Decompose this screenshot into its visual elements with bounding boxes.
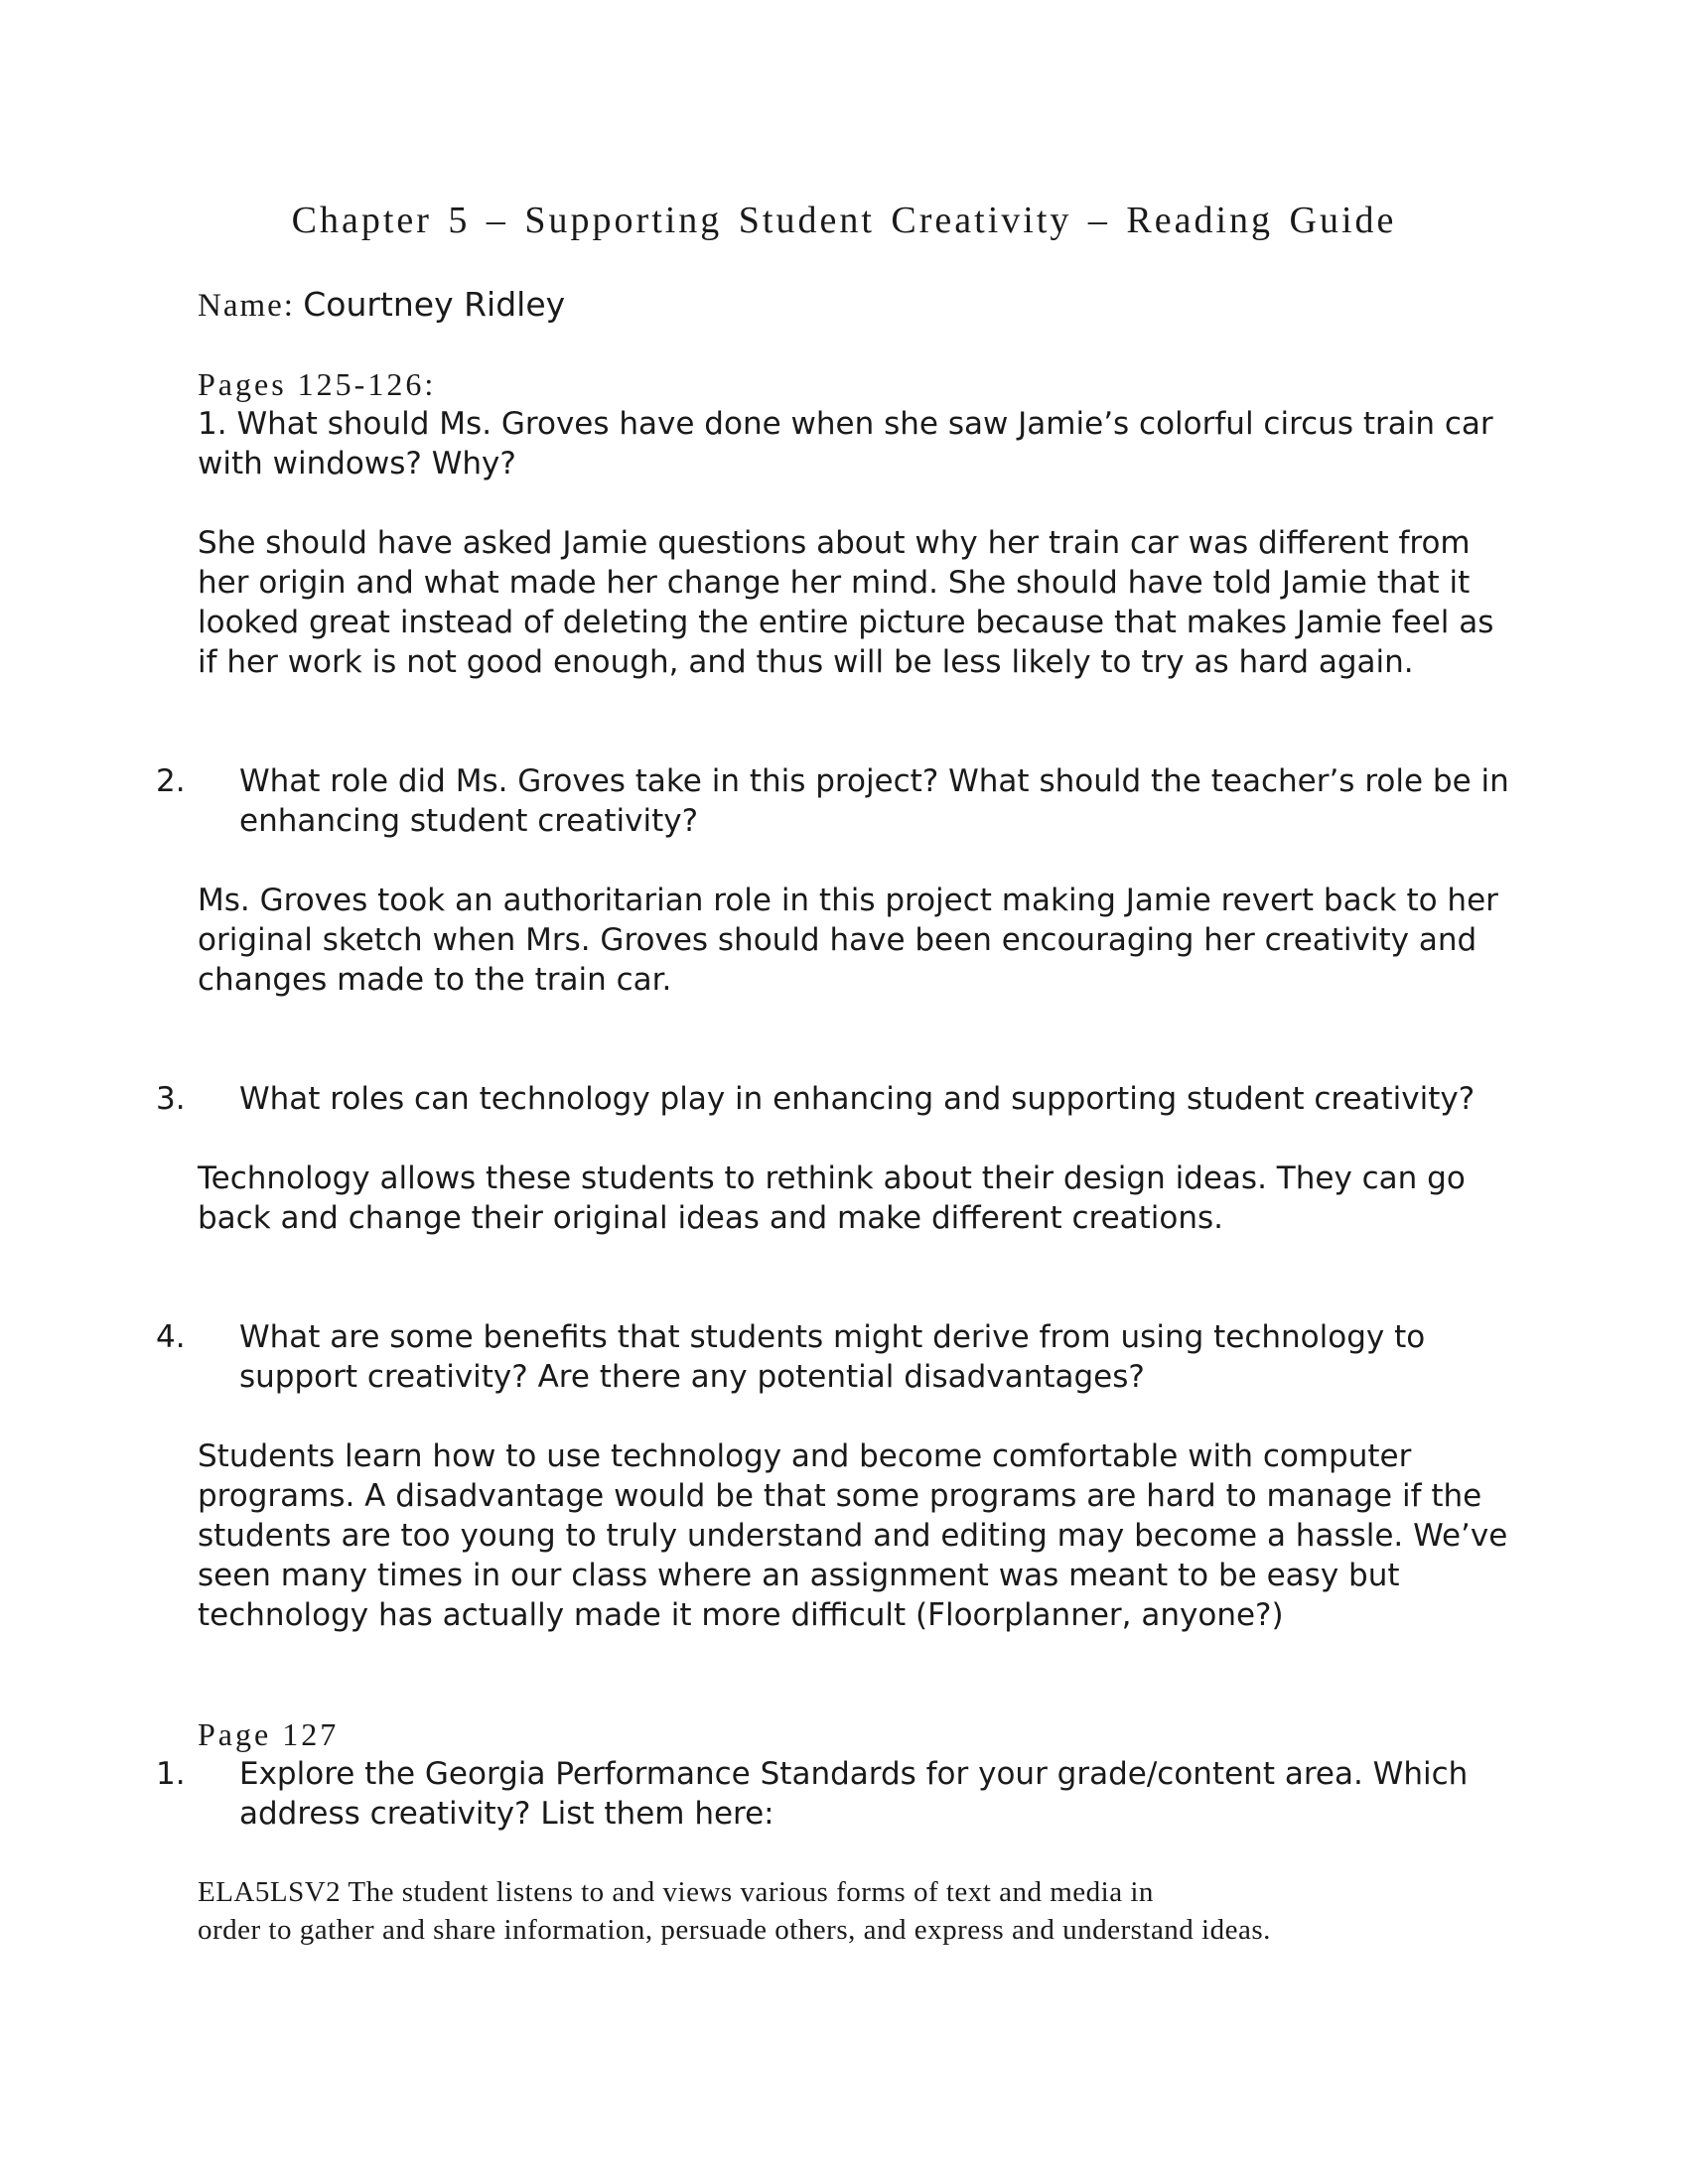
question-1-number: 1.: [198, 406, 227, 442]
question-4-block: [156, 1317, 1518, 1397]
section-2-label: Page 127: [198, 1716, 340, 1752]
question-4: [156, 1317, 1518, 1397]
answer-1: She should have asked Jamie questions about why her train car was different from her origin and what made her change her mind. She should have told Jamie that it looked great instead of deleting the entire picture because that makes Jamie feel as if her work is not good enough, and thus will be less likely to try as hard again.: [198, 525, 1494, 680]
page-title: Chapter 5 – Supporting Student Creativity – Reading Guide: [291, 200, 1397, 241]
section-2-question-1-number: 1.: [156, 1756, 186, 1792]
answer-4: Students learn how to use technology and become comfortable with computer programs. A disadvantage would be that some programs are hard to manage if the students are too young to truly understand and editing may become a hassle. We’ve seen many times in our class where an assignment was meant to be easy but technology has actually made it more difficult (Floorplanner, anyone?): [198, 1438, 1508, 1633]
answer-4-block: [198, 1436, 1518, 1635]
section-2-question-1: [156, 1754, 1518, 1834]
section-2-question-1-text: Explore the Georgia Performance Standards for your grade/content area. Which address creativity? List them here:: [239, 1756, 1469, 1832]
question-4-text: What are some benefits that students might derive from using technology to support creativity? Are there any potential disadvantages?: [239, 1319, 1426, 1395]
answer-2-block: [198, 881, 1518, 1000]
question-3-text: What roles can technology play in enhancing and supporting student creativity?: [239, 1081, 1476, 1117]
answer-2: Ms. Groves took an authoritarian role in this project making Jamie revert back to her original sketch when Mrs. Groves should have been encouraging her creativity and changes made to the train car.: [198, 883, 1498, 998]
section-2: [156, 1714, 1518, 1834]
question-4-number: 4.: [156, 1319, 186, 1355]
section-1: [198, 364, 1518, 483]
question-2-text: What role did Ms. Groves take in this project? What should the teacher’s role be in enhancing student creativity?: [239, 763, 1509, 839]
answer-1-block: [198, 523, 1518, 682]
question-1: [198, 404, 1518, 483]
standard-line-2: order to gather and share information, persuade others, and express and understand ideas.: [198, 1914, 1271, 1946]
question-3-block: [156, 1079, 1518, 1119]
section-2-answer-block: [198, 1873, 1518, 1949]
question-2-block: [156, 761, 1518, 841]
name-row: [198, 285, 565, 326]
question-2: [156, 761, 1518, 841]
name-value: Courtney Ridley: [303, 285, 566, 324]
question-1-text: What should Ms. Groves have done when she saw Jamie’s colorful circus train car with windows? Why?: [198, 406, 1493, 481]
section-1-label: Pages 125-126:: [198, 366, 437, 402]
answer-3: Technology allows these students to rethink about their design ideas. They can go back and change their original ideas and make different creations.: [198, 1160, 1466, 1236]
answer-3-block: [198, 1159, 1518, 1238]
question-3-number: 3.: [156, 1081, 186, 1117]
name-label: Name:: [198, 288, 295, 324]
standard-line-1: ELA5LSV2 The student listens to and views various forms of text and media in: [198, 1876, 1154, 1908]
question-2-number: 2.: [156, 763, 186, 799]
question-3: [156, 1079, 1518, 1119]
